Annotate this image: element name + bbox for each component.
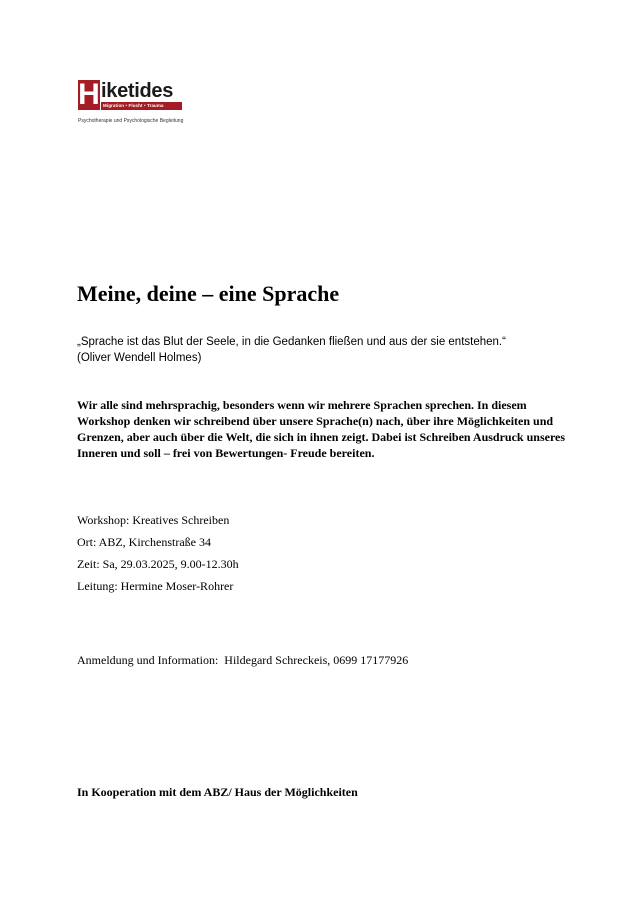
hiketides-logo [78, 80, 218, 130]
logo-subtitle: Psychotherapie und Psychologische Begleitung [78, 118, 184, 124]
event-details [77, 512, 557, 600]
page-title: Meine, deine – eine Sprache [77, 281, 340, 306]
logo-tagline-bar [101, 102, 182, 110]
quote-text: „Sprache ist das Blut der Seele, in die Gedanken fließen und aus der sie entstehen.“ [77, 336, 506, 348]
detail-location: Ort: ABZ, Kirchenstraße 34 [77, 535, 211, 549]
detail-workshop: Workshop: Kreatives Schreiben [77, 513, 230, 527]
quote-block [77, 334, 577, 366]
contact-info: Anmeldung und Information: Hildegard Schreckeis, 0699 17177926 [77, 653, 409, 667]
cooperation-note: In Kooperation mit dem ABZ/ Haus der Möglichkeiten [77, 785, 358, 799]
logo-initial: H [78, 78, 100, 111]
quote-author: (Oliver Wendell Holmes) [77, 352, 202, 364]
logo-tagline: Migration • Flucht • Trauma [103, 103, 164, 108]
logo-mark [78, 80, 100, 110]
detail-time: Zeit: Sa, 29.03.2025, 9.00-12.30h [77, 557, 239, 571]
intro-paragraph: Wir alle sind mehrsprachig, besonders wenn wir mehrere Sprachen sprechen. In diesem Workshop denken wir schreibend über unsere Sprache(n) nach, über ihre Möglichkeiten und Grenzen, aber auch über die Welt, die sich in ihnen zeigt. Dabei ist Schreiben Ausdruck unseres Inneren und soll – frei von Bewertungen- Freude bereiten. [77, 398, 566, 460]
logo-wordmark: iketides [101, 80, 174, 102]
detail-lead: Leitung: Hermine Moser-Rohrer [77, 579, 234, 593]
